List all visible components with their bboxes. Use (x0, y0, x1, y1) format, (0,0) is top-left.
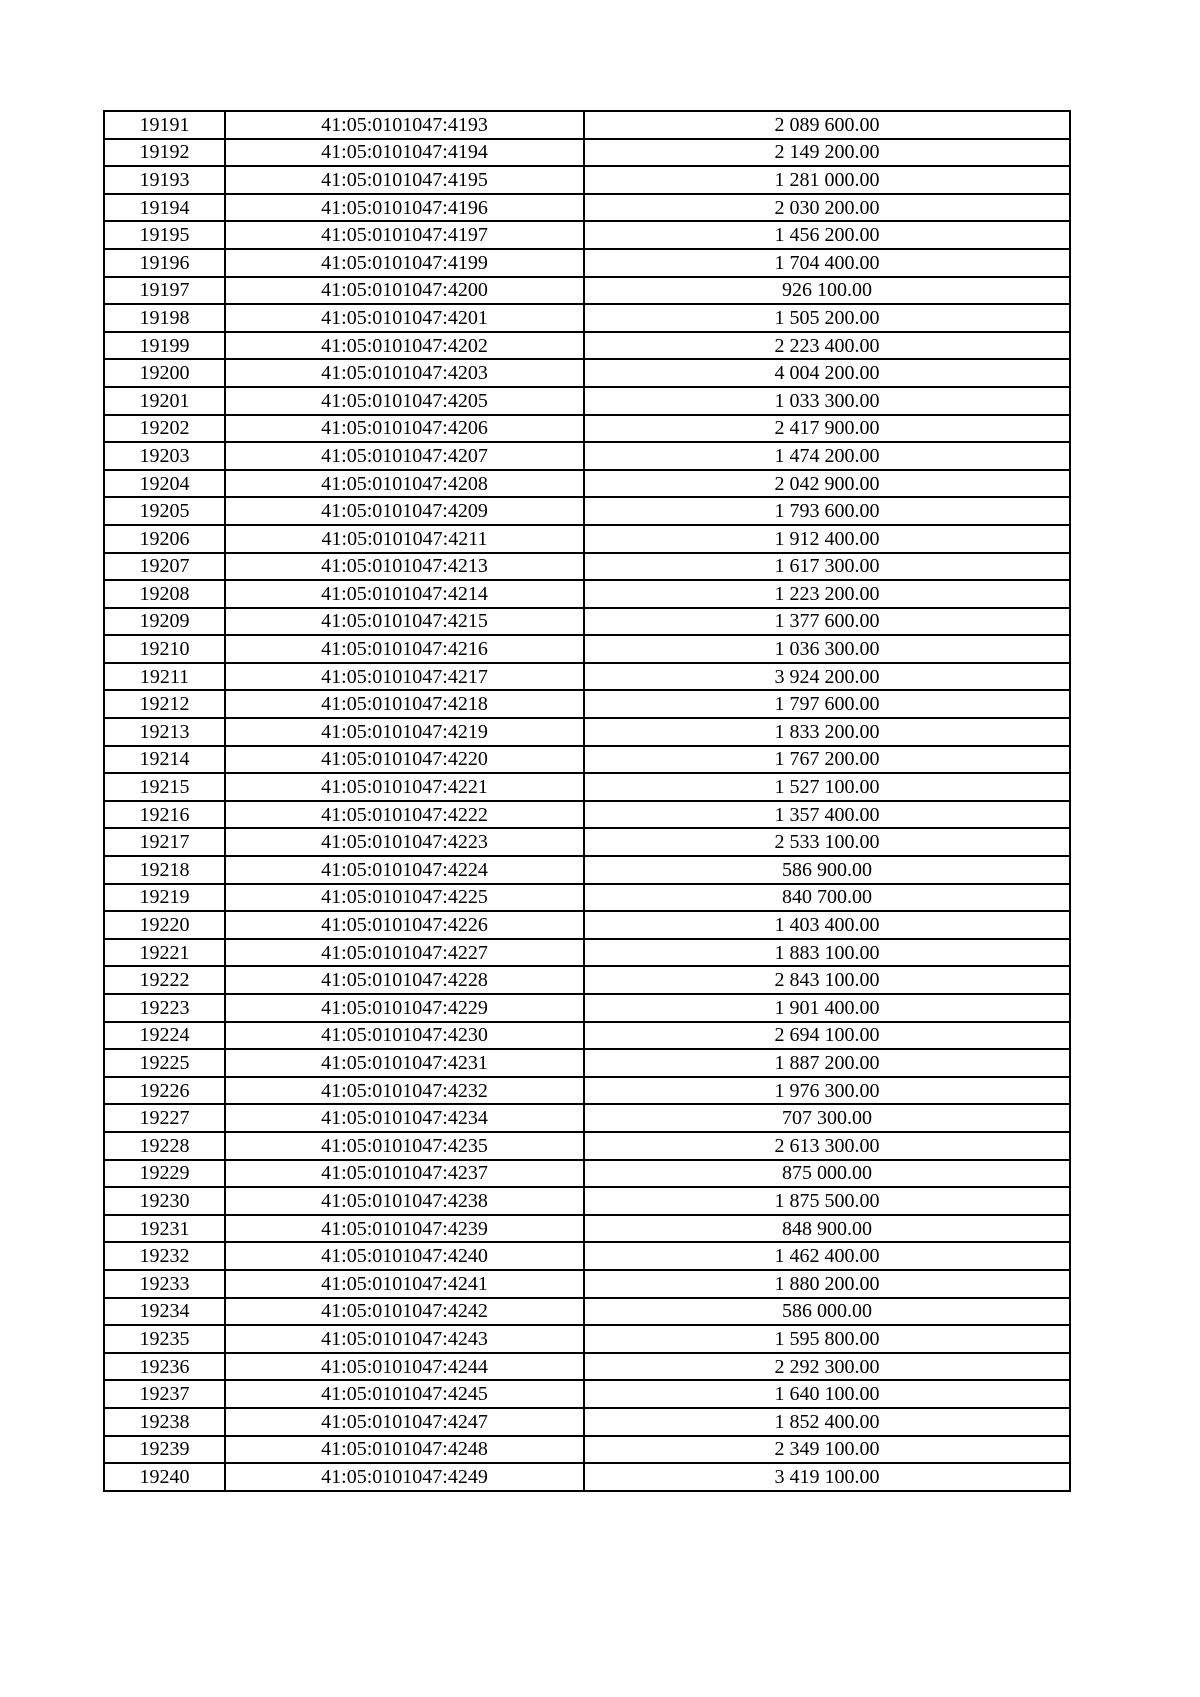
cadastral-number-cell: 41:05:0101047:4195 (225, 166, 584, 194)
cadastral-value-cell: 1 617 300.00 (584, 553, 1070, 581)
table-row (104, 994, 1070, 1022)
row-number-cell: 19230 (104, 1187, 225, 1215)
cadastral-value-cell: 2 349 100.00 (584, 1436, 1070, 1464)
cadastral-number-cell: 41:05:0101047:4207 (225, 442, 584, 470)
cadastral-number-cell: 41:05:0101047:4206 (225, 415, 584, 443)
cadastral-value-cell: 1 505 200.00 (584, 304, 1070, 332)
cadastral-number-cell: 41:05:0101047:4201 (225, 304, 584, 332)
cadastral-number-cell: 41:05:0101047:4221 (225, 773, 584, 801)
cadastral-value-cell: 3 419 100.00 (584, 1463, 1070, 1491)
cadastral-value-cell: 2 843 100.00 (584, 966, 1070, 994)
row-number-cell: 19229 (104, 1160, 225, 1188)
table-row (104, 277, 1070, 305)
cadastral-value-cell: 840 700.00 (584, 884, 1070, 912)
table-row (104, 1022, 1070, 1050)
cadastral-number-cell: 41:05:0101047:4243 (225, 1325, 584, 1353)
row-number-cell: 19228 (104, 1132, 225, 1160)
row-number-cell: 19196 (104, 249, 225, 277)
cadastral-value-cell: 1 403 400.00 (584, 911, 1070, 939)
cadastral-number-cell: 41:05:0101047:4196 (225, 194, 584, 222)
table-row (104, 1132, 1070, 1160)
cadastral-number-cell: 41:05:0101047:4216 (225, 635, 584, 663)
cadastral-number-cell: 41:05:0101047:4203 (225, 359, 584, 387)
row-number-cell: 19218 (104, 856, 225, 884)
cadastral-value-cell: 1 704 400.00 (584, 249, 1070, 277)
cadastral-number-cell: 41:05:0101047:4219 (225, 718, 584, 746)
cadastral-value-cell: 1 462 400.00 (584, 1242, 1070, 1270)
table-row (104, 801, 1070, 829)
table-row (104, 911, 1070, 939)
row-number-cell: 19223 (104, 994, 225, 1022)
table-row (104, 580, 1070, 608)
cadastral-value-cell: 4 004 200.00 (584, 359, 1070, 387)
table-row (104, 966, 1070, 994)
row-number-cell: 19224 (104, 1022, 225, 1050)
cadastral-value-cell: 1 875 500.00 (584, 1187, 1070, 1215)
row-number-cell: 19234 (104, 1298, 225, 1326)
cadastral-number-cell: 41:05:0101047:4237 (225, 1160, 584, 1188)
row-number-cell: 19214 (104, 746, 225, 774)
row-number-cell: 19209 (104, 608, 225, 636)
cadastral-value-cell: 1 887 200.00 (584, 1049, 1070, 1077)
table-row (104, 1463, 1070, 1491)
cadastral-value-cell: 1 033 300.00 (584, 387, 1070, 415)
table-row (104, 1353, 1070, 1381)
table-row (104, 415, 1070, 443)
cadastral-number-cell: 41:05:0101047:4245 (225, 1380, 584, 1408)
row-number-cell: 19239 (104, 1436, 225, 1464)
row-number-cell: 19216 (104, 801, 225, 829)
cadastral-number-cell: 41:05:0101047:4229 (225, 994, 584, 1022)
table-row (104, 525, 1070, 553)
table-row (104, 1104, 1070, 1132)
row-number-cell: 19213 (104, 718, 225, 746)
cadastral-number-cell: 41:05:0101047:4223 (225, 828, 584, 856)
cadastral-number-cell: 41:05:0101047:4205 (225, 387, 584, 415)
cadastral-value-cell: 2 533 100.00 (584, 828, 1070, 856)
cadastral-number-cell: 41:05:0101047:4224 (225, 856, 584, 884)
cadastral-value-cell: 707 300.00 (584, 1104, 1070, 1132)
table-row (104, 387, 1070, 415)
cadastral-number-cell: 41:05:0101047:4239 (225, 1215, 584, 1243)
cadastral-number-cell: 41:05:0101047:4193 (225, 111, 584, 139)
row-number-cell: 19199 (104, 332, 225, 360)
cadastral-number-cell: 41:05:0101047:4244 (225, 1353, 584, 1381)
cadastral-number-cell: 41:05:0101047:4225 (225, 884, 584, 912)
row-number-cell: 19195 (104, 221, 225, 249)
table-row (104, 497, 1070, 525)
row-number-cell: 19222 (104, 966, 225, 994)
cadastral-number-cell: 41:05:0101047:4213 (225, 553, 584, 581)
row-number-cell: 19221 (104, 939, 225, 967)
row-number-cell: 19200 (104, 359, 225, 387)
table-row (104, 442, 1070, 470)
row-number-cell: 19205 (104, 497, 225, 525)
cadastral-value-cell: 1 036 300.00 (584, 635, 1070, 663)
table-row (104, 856, 1070, 884)
cadastral-value-cell: 3 924 200.00 (584, 663, 1070, 691)
row-number-cell: 19211 (104, 663, 225, 691)
table-row (104, 304, 1070, 332)
row-number-cell: 19227 (104, 1104, 225, 1132)
row-number-cell: 19235 (104, 1325, 225, 1353)
table-row (104, 1270, 1070, 1298)
cadastral-value-cell: 2 417 900.00 (584, 415, 1070, 443)
row-number-cell: 19217 (104, 828, 225, 856)
cadastral-number-cell: 41:05:0101047:4241 (225, 1270, 584, 1298)
cadastral-value-cell: 1 474 200.00 (584, 442, 1070, 470)
cadastral-number-cell: 41:05:0101047:4202 (225, 332, 584, 360)
cadastral-number-cell: 41:05:0101047:4230 (225, 1022, 584, 1050)
cadastral-number-cell: 41:05:0101047:4231 (225, 1049, 584, 1077)
cadastral-number-cell: 41:05:0101047:4211 (225, 525, 584, 553)
cadastral-value-cell: 1 883 100.00 (584, 939, 1070, 967)
cadastral-number-cell: 41:05:0101047:4232 (225, 1077, 584, 1105)
table-row (104, 249, 1070, 277)
table-row (104, 139, 1070, 167)
row-number-cell: 19210 (104, 635, 225, 663)
table-row (104, 608, 1070, 636)
table-row (104, 1187, 1070, 1215)
cadastral-number-cell: 41:05:0101047:4215 (225, 608, 584, 636)
table-row (104, 1408, 1070, 1436)
table-row (104, 1077, 1070, 1105)
row-number-cell: 19193 (104, 166, 225, 194)
row-number-cell: 19226 (104, 1077, 225, 1105)
cadastral-number-cell: 41:05:0101047:4240 (225, 1242, 584, 1270)
cadastral-number-cell: 41:05:0101047:4197 (225, 221, 584, 249)
cadastral-number-cell: 41:05:0101047:4217 (225, 663, 584, 691)
cadastral-value-cell: 1 640 100.00 (584, 1380, 1070, 1408)
table-row (104, 635, 1070, 663)
table-row (104, 1436, 1070, 1464)
cadastral-value-cell: 1 901 400.00 (584, 994, 1070, 1022)
cadastral-number-cell: 41:05:0101047:4214 (225, 580, 584, 608)
cadastral-value-cell: 1 223 200.00 (584, 580, 1070, 608)
table-row (104, 1242, 1070, 1270)
row-number-cell: 19198 (104, 304, 225, 332)
cadastral-number-cell: 41:05:0101047:4218 (225, 690, 584, 718)
row-number-cell: 19236 (104, 1353, 225, 1381)
table-row (104, 470, 1070, 498)
cadastral-value-cell: 1 912 400.00 (584, 525, 1070, 553)
cadastral-number-cell: 41:05:0101047:4222 (225, 801, 584, 829)
table-row (104, 332, 1070, 360)
row-number-cell: 19208 (104, 580, 225, 608)
cadastral-value-cell: 586 000.00 (584, 1298, 1070, 1326)
cadastral-number-cell: 41:05:0101047:4220 (225, 746, 584, 774)
table-row (104, 166, 1070, 194)
cadastral-value-cell: 1 456 200.00 (584, 221, 1070, 249)
row-number-cell: 19201 (104, 387, 225, 415)
cadastral-number-cell: 41:05:0101047:4199 (225, 249, 584, 277)
cadastral-number-cell: 41:05:0101047:4248 (225, 1436, 584, 1464)
cadastral-number-cell: 41:05:0101047:4234 (225, 1104, 584, 1132)
cadastral-value-cell: 926 100.00 (584, 277, 1070, 305)
cadastral-number-cell: 41:05:0101047:4227 (225, 939, 584, 967)
row-number-cell: 19194 (104, 194, 225, 222)
cadastral-number-cell: 41:05:0101047:4249 (225, 1463, 584, 1491)
table-row (104, 1380, 1070, 1408)
row-number-cell: 19231 (104, 1215, 225, 1243)
cadastral-value-cell: 2 149 200.00 (584, 139, 1070, 167)
table-row (104, 194, 1070, 222)
cadastral-value-cell: 1 976 300.00 (584, 1077, 1070, 1105)
cadastral-value-cell: 1 833 200.00 (584, 718, 1070, 746)
cadastral-value-cell: 875 000.00 (584, 1160, 1070, 1188)
row-number-cell: 19202 (104, 415, 225, 443)
table-row (104, 553, 1070, 581)
table-body (104, 111, 1070, 1491)
table-row (104, 939, 1070, 967)
cadastral-value-cell: 1 357 400.00 (584, 801, 1070, 829)
table-row (104, 1215, 1070, 1243)
cadastral-value-cell: 2 223 400.00 (584, 332, 1070, 360)
cadastral-value-cell: 586 900.00 (584, 856, 1070, 884)
cadastral-number-cell: 41:05:0101047:4242 (225, 1298, 584, 1326)
table-row (104, 663, 1070, 691)
cadastral-number-cell: 41:05:0101047:4208 (225, 470, 584, 498)
cadastral-value-cell: 1 281 000.00 (584, 166, 1070, 194)
cadastral-value-cell: 2 694 100.00 (584, 1022, 1070, 1050)
cadastral-number-cell: 41:05:0101047:4235 (225, 1132, 584, 1160)
cadastral-value-cell: 2 030 200.00 (584, 194, 1070, 222)
row-number-cell: 19237 (104, 1380, 225, 1408)
row-number-cell: 19206 (104, 525, 225, 553)
cadastral-value-cell: 2 292 300.00 (584, 1353, 1070, 1381)
row-number-cell: 19203 (104, 442, 225, 470)
table-row (104, 884, 1070, 912)
cadastral-value-cell: 1 595 800.00 (584, 1325, 1070, 1353)
cadastral-value-table (103, 110, 1071, 1492)
cadastral-value-cell: 2 089 600.00 (584, 111, 1070, 139)
row-number-cell: 19238 (104, 1408, 225, 1436)
cadastral-number-cell: 41:05:0101047:4209 (225, 497, 584, 525)
row-number-cell: 19233 (104, 1270, 225, 1298)
row-number-cell: 19232 (104, 1242, 225, 1270)
row-number-cell: 19204 (104, 470, 225, 498)
cadastral-number-cell: 41:05:0101047:4238 (225, 1187, 584, 1215)
table-row (104, 718, 1070, 746)
cadastral-value-cell: 1 767 200.00 (584, 746, 1070, 774)
row-number-cell: 19197 (104, 277, 225, 305)
row-number-cell: 19192 (104, 139, 225, 167)
table-row (104, 359, 1070, 387)
table-row (104, 221, 1070, 249)
cadastral-value-cell: 1 377 600.00 (584, 608, 1070, 636)
cadastral-value-cell: 2 042 900.00 (584, 470, 1070, 498)
cadastral-number-cell: 41:05:0101047:4247 (225, 1408, 584, 1436)
table-row (104, 1049, 1070, 1077)
table-row (104, 111, 1070, 139)
row-number-cell: 19215 (104, 773, 225, 801)
table-row (104, 1325, 1070, 1353)
row-number-cell: 19219 (104, 884, 225, 912)
cadastral-value-cell: 848 900.00 (584, 1215, 1070, 1243)
cadastral-value-cell: 1 852 400.00 (584, 1408, 1070, 1436)
row-number-cell: 19225 (104, 1049, 225, 1077)
cadastral-number-cell: 41:05:0101047:4226 (225, 911, 584, 939)
table-row (104, 828, 1070, 856)
cadastral-value-cell: 1 793 600.00 (584, 497, 1070, 525)
table-row (104, 1298, 1070, 1326)
cadastral-value-cell: 2 613 300.00 (584, 1132, 1070, 1160)
table-row (104, 1160, 1070, 1188)
row-number-cell: 19240 (104, 1463, 225, 1491)
row-number-cell: 19191 (104, 111, 225, 139)
cadastral-number-cell: 41:05:0101047:4228 (225, 966, 584, 994)
table-row (104, 746, 1070, 774)
cadastral-value-cell: 1 797 600.00 (584, 690, 1070, 718)
cadastral-number-cell: 41:05:0101047:4200 (225, 277, 584, 305)
cadastral-number-cell: 41:05:0101047:4194 (225, 139, 584, 167)
row-number-cell: 19207 (104, 553, 225, 581)
cadastral-value-cell: 1 527 100.00 (584, 773, 1070, 801)
cadastral-value-cell: 1 880 200.00 (584, 1270, 1070, 1298)
table-row (104, 690, 1070, 718)
row-number-cell: 19212 (104, 690, 225, 718)
row-number-cell: 19220 (104, 911, 225, 939)
table-row (104, 773, 1070, 801)
